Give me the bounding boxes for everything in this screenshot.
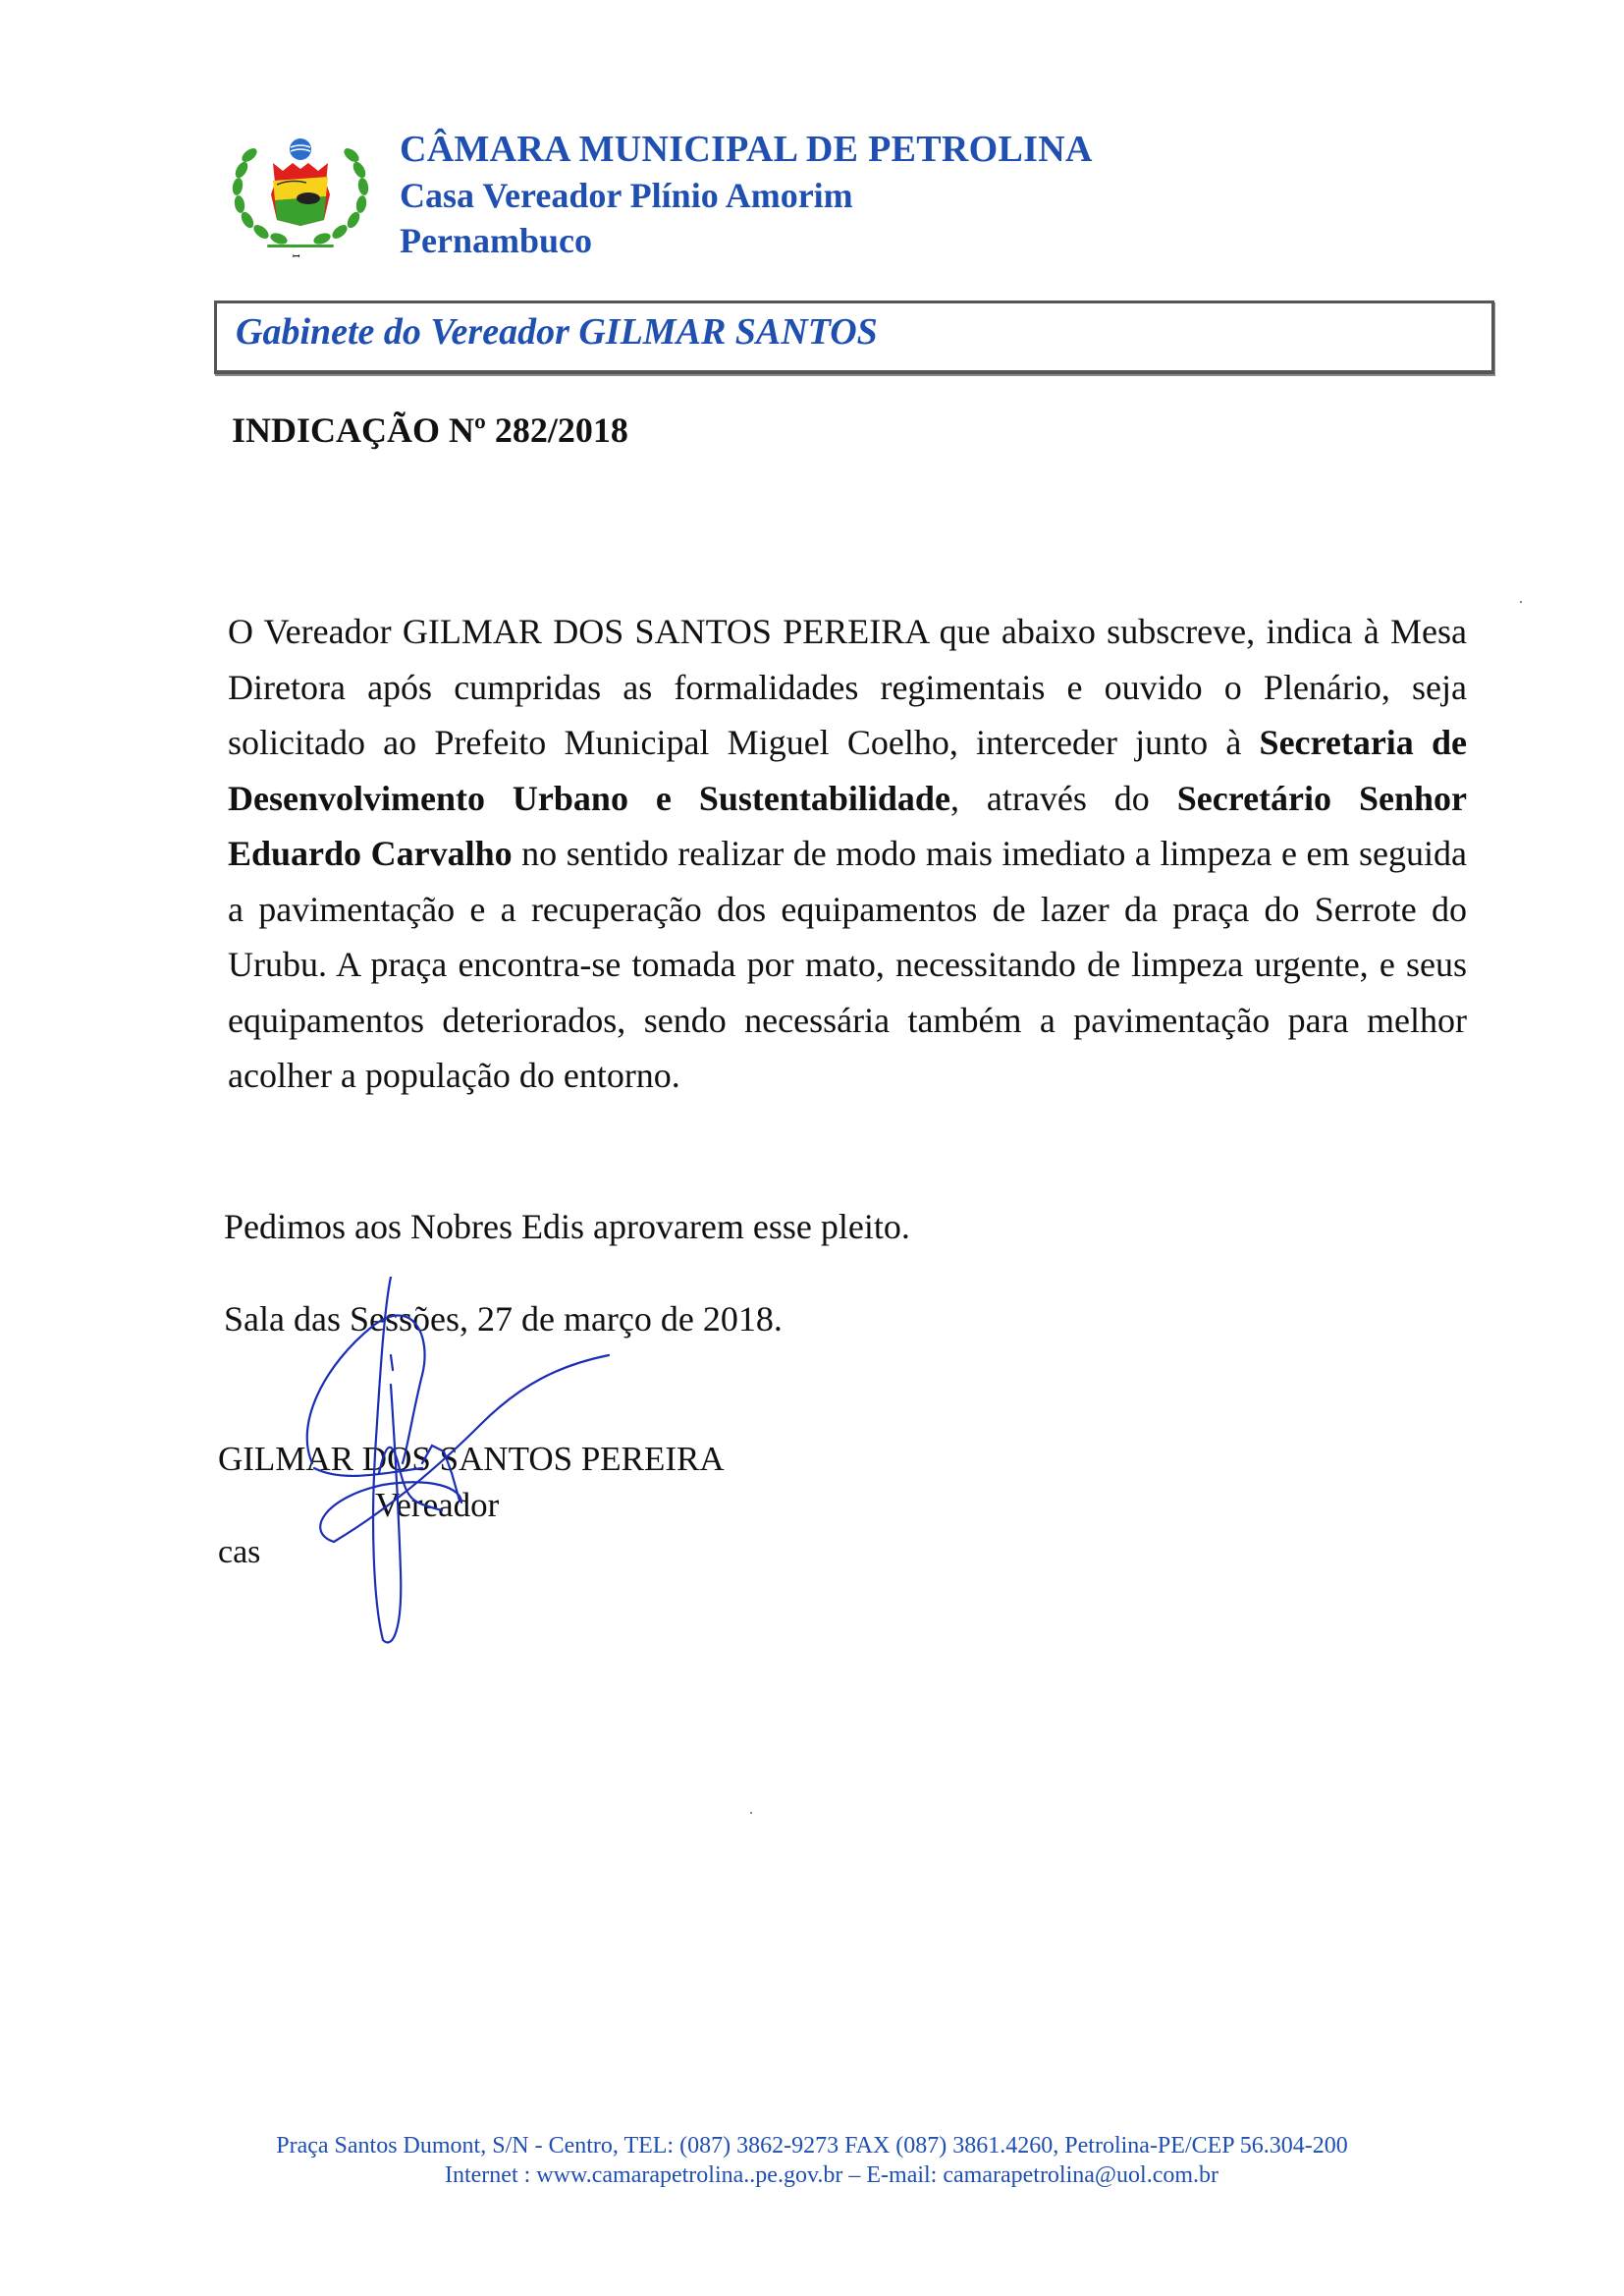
coat-of-arms-logo <box>228 126 373 263</box>
handwritten-signature <box>285 1277 697 1650</box>
body-text-2: , através do <box>949 778 1177 818</box>
place-date: Sala das Sessões, 27 de março de 2018. <box>224 1299 783 1339</box>
svg-text:ꟷ: ꟷ <box>293 251 300 261</box>
body-text-1: O Vereador GILMAR DOS SANTOS PEREIRA que abaixo subscreve, indica à Mesa Diretora após cumpridas as formalidades regimentais e ouvido o Plenário, seja solicitado ao Prefeito Municipal Miguel Coelho, interceder junto à <box>228 612 1467 762</box>
initials: cas <box>218 1534 261 1570</box>
request-paragraph: Pedimos aos Nobres Edis aprovarem esse pleito. <box>224 1207 910 1246</box>
signatory-name: GILMAR DOS SANTOS PEREIRA <box>218 1440 725 1478</box>
scan-speck <box>750 1812 752 1814</box>
body-text-3: no sentido realizar de modo mais imediato a limpeza e em seguida a pavimentação e a recuperação dos equipamentos de lazer da praça do Serrote do Urubu. A praça encontra-se tomada por mato, necessitando de limpeza urgente, e seus equipamentos deteriorados, sendo necessária também a pavimentação para melhor acolher a população do entorno. <box>228 834 1468 1095</box>
document-title: INDICAÇÃO Nº 282/2018 <box>232 410 628 450</box>
signatory-role: Vereador <box>375 1486 500 1524</box>
footer-address: Praça Santos Dumont, S/N - Centro, TEL: (087) 3862-9273 FAX (087) 3861.4260, Petrolina-PE/CEP 56.304-200 <box>276 2133 1348 2159</box>
house-name: Casa Vereador Plínio Amorim <box>400 176 853 215</box>
footer-contact: Internet : www.camarapetrolina..pe.gov.br – E-mail: camarapetrolina@uol.com.br <box>444 2162 1218 2188</box>
body-bold-secretary: Secretário Senhor Eduardo Carvalho <box>228 778 1468 873</box>
institution-name: CÂMARA MUNICIPAL DE PETROLINA <box>400 129 1093 170</box>
scan-speck <box>1520 601 1522 603</box>
state-name: Pernambuco <box>400 221 592 260</box>
body-paragraph <box>228 604 1467 1104</box>
cabinet-label: Gabinete do Vereador GILMAR SANTOS <box>236 311 878 353</box>
body-bold-secretariat: Secretaria de Desenvolvimento Urbano e Sustentabilidade <box>228 723 1467 818</box>
